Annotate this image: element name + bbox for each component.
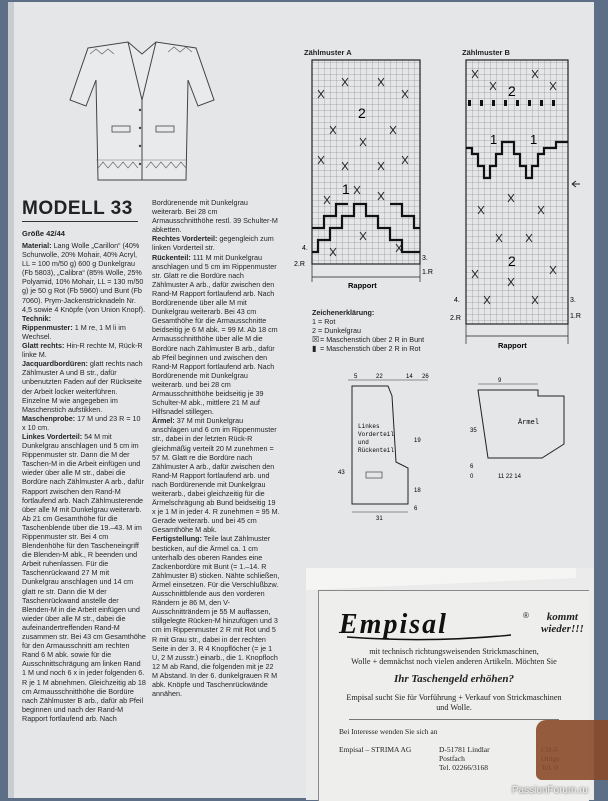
measure-35: 35: [470, 428, 477, 434]
paragraph-maschenprobe: Maschenprobe: 17 M und 23 R = 10 x 10 cm.: [22, 413, 141, 432]
ad-contact-intro: Bei Interesse wenden Sie sich an: [339, 727, 438, 736]
legend-item-4: ▮ = Maschenstich über 2 R in Rot: [312, 344, 421, 353]
chart-b-digit-2b: 2: [508, 253, 516, 269]
ad-top-stripe: [306, 568, 576, 590]
bar-square-icon: ▮: [312, 344, 317, 353]
chart-b-row-3: 3.: [570, 297, 576, 304]
empisal-logo: [339, 609, 519, 641]
chart-a-digit-2: 2: [358, 105, 366, 121]
chart-a-rapport-label: Rapport: [348, 281, 377, 290]
x-square-icon: ☒: [312, 335, 320, 344]
sleeve-schematic: [468, 376, 578, 486]
chart-a-row-2r: 2.R: [294, 261, 305, 268]
site-watermark: PassionForum.ru: [511, 785, 588, 796]
legend: [312, 308, 462, 353]
chart-b-digit-1b: 1: [530, 132, 538, 147]
chart-a-row-4: 4.: [302, 245, 308, 252]
chart-a-digit-1: 1: [342, 181, 350, 197]
paragraph-jacquard: Jacquardbordüren: glatt rechts nach Zählmuster A und B str., dafür unbenutzten Faden auf der Rückseite der Arbeit locker weiterführen. Einzelne M wie angegeben im Maschenstich aufstikken.: [22, 359, 143, 414]
chart-a-row-1r: 1.R: [422, 269, 433, 276]
chart-b-digit-1a: 1: [490, 132, 498, 147]
ad-headline: Ihr Taschengeld erhöhen?: [393, 673, 514, 685]
label-aermel: Ärmel: [518, 419, 540, 427]
measure-5: 5: [354, 374, 358, 380]
label-vorderteil: Vorderteil: [358, 431, 395, 438]
zaehlmuster-b-chart: [448, 56, 588, 356]
paragraph-rippen: Rippenmuster: 1 M re, 1 M li im Wechsel.: [22, 322, 126, 341]
legend-title: Zeichenerklärung:: [312, 308, 375, 317]
registered-mark: ®: [523, 611, 529, 620]
chart-b-digit-2: 2: [508, 83, 516, 99]
paragraph-continued: Bordürenende mit Dunkelgrau weiterarb. Bei 28 cm Armausschnitthöhe restl. 39 Schulter-M abketten.: [152, 198, 278, 235]
chart-b-row-4: 4.: [454, 297, 460, 304]
measure-0: 0: [470, 474, 474, 480]
label-rueckenteil: Rückenteil: [358, 447, 395, 454]
tape-decoration: [536, 720, 608, 780]
paragraph-aermel: Ärmel: 37 M mit Dunkelgrau anschlagen und 6 cm im Rippenmuster str., dabei in der letzten Rück-R gleichmäßig verteilt 20 M zunehmen = 57 M. Glatt re die Bordüre nach Zählmuster A arb., dafür zwischen den Rand-M Rapport fortlaufend arb. und nach Bordürenende mit Dunkelgrau weiterarb., dabei gleichzeitig für die Ärmelschrägung ab Bund beidseitig 19 x je 1 M in jeder 4. R zunehmen = 95 M. Gerade weiterarb. und bei 45 cm Gesamthöhe M abk.: [152, 416, 280, 535]
measure-18: 18: [414, 488, 421, 494]
measure-6-sleeve: 6: [470, 464, 474, 470]
chart-b-row-1r: 1.R: [570, 313, 581, 320]
magazine-page: [8, 2, 594, 798]
ad-company: Empisal – STRIMA AG: [339, 745, 412, 754]
ad-line-2: Wolle + demnächst noch vielen anderen Artikeln. Möchten Sie: [351, 657, 557, 666]
measure-sleeve-top: 9: [498, 378, 502, 384]
paragraph-technik: Technik:: [22, 313, 52, 323]
legend-item-3: ☒ = Maschenstich über 2 R in Bunt: [312, 335, 425, 344]
ad-phone: Tel. 02266/3168: [439, 763, 489, 772]
label-und: und: [358, 439, 369, 446]
chart-b-row-2r: 2.R: [450, 315, 461, 322]
chart-b-rapport-label: Rapport: [498, 341, 527, 350]
front-piece-schematic: [328, 372, 438, 522]
measure-bottom-row: 11 22 14: [498, 474, 521, 480]
paragraph-fertigstellung: Fertigstellung: Teile laut Zählmuster besticken, auf die Ärmel ca. 1 cm unterhalb des oberen Randes eine Zackenbordüre mit Bunt (= 1.–14. R Zählmuster B) sticken. Nähte schließen, Ärmel einsetzen. Für die Verschlußbzw. Ausschnittblende aus den vorderen Rändern je 86 M, den V-Ausschnitträndern je 55 M auffassen, stillgelegte Rücken-M hinzufügen und 3 cm im Rippenmuster 2 R mit Rot und 5 R mit Grau str., dabei in der rechten Seite in der 3. R 4 Knopflöcher (= je 1 U, 2 M zusstr.) einarb., die 1. Knopfloch 12 M ab Rand, die folgenden mit je 22 M Abstand. In der 6. dunkelgrauen R M abk. Knöpfe und Taschenrückwände annähen.: [152, 534, 280, 699]
measure-6: 6: [414, 506, 418, 512]
label-linkes-vorderteil: Linkes: [358, 423, 380, 430]
legend-item-2: 2 = Dunkelgrau: [312, 326, 361, 335]
zaehlmuster-a-chart: [294, 56, 435, 296]
paragraph-glatt: Glatt rechts: Hin-R rechte M, Rück-R linke M.: [22, 341, 143, 360]
chart-a-row-3: 3.: [422, 255, 428, 262]
model-title: MODELL 33: [22, 198, 133, 219]
title-divider: [22, 221, 138, 222]
instructions-column-1: [22, 241, 146, 723]
paragraph-rechtes-vorderteil: Rechtes Vorderteil: gegengleich zum linken Vorderteil str.: [152, 234, 274, 253]
ad-line-4: und Wolle.: [436, 703, 472, 712]
measure-31: 31: [376, 516, 383, 522]
instructions-column-2: [152, 198, 280, 698]
size-label: Größe 42/44: [22, 229, 65, 238]
chart-b-title: Zählmuster B: [462, 48, 510, 57]
paragraph-rueckenteil: Rückenteil: 111 M mit Dunkelgrau anschlagen und 5 cm im Rippenmuster str. Glatt re die Bordüre nach Zählmuster A arb., dafür zwischen den Rand-M Rapport fortlaufend arb. Nach Bordürenende über alle M mit Dunkelgrau weiterarb. Bei 43 cm Gesamthöhe für die Armausschnitte beidseitig je 6 M abk. = 99 M. Ab 18 cm Armausschnitthöhe über alle M die Bordüre nach Zählmuster B arb., dafür ab Pfeil beginnen und zwischen den Rand-M Rapport fortlaufend arb. Nach Bordürenende mit Dunkelgrau weiterarb. und bei 28 cm Armausschnitthöhe beidseitig je 39 Schulter-M abk., mittlere 21 M auf Hilfsnadel stillegen.: [152, 252, 278, 417]
ad-line-1: mit technisch richtungsweisenden Strickmaschinen,: [369, 647, 539, 656]
measure-22: 22: [376, 374, 383, 380]
chart-a-title: Zählmuster A: [304, 48, 352, 57]
ad-slogan: kommt wieder!!!: [541, 611, 584, 635]
svg-text:Empisal: Empisal: [339, 609, 448, 640]
paragraph-material: Material: Lang Wolle „Carillon“ (40% Schurwolle, 20% Mohair, 40% Acryl, LL = 100 m/50 g) 600 g Dunkelgrau (Fb 5803), „Calibra“ (85% Wolle, 25% Polyamid, 10% Mohair, LL = 130 m/50 g) je 50 g Rot (Fb 5960) und Bunt (Fb 7060). Prym-Jackenstricknadeln Nr. 4,5 sowie 4 Knöpfe (von Union Knopf).: [22, 241, 146, 314]
ad-divider: [349, 719, 559, 720]
ad-line-3: Empisal sucht Sie für Vorführung + Verkauf von Strickmaschinen: [346, 693, 562, 702]
measure-43: 43: [338, 470, 345, 476]
ad-address: D-51781 Lindlar: [439, 745, 490, 754]
measure-19: 19: [414, 438, 421, 444]
measure-26: 26: [422, 374, 429, 380]
legend-item-1: 1 = Rot: [312, 317, 336, 326]
ad-postfach: Postfach: [439, 754, 465, 763]
paragraph-linkes-vorderteil: Linkes Vorderteil: 54 M mit Dunkelgrau anschlagen und 5 cm im Rippenmuster str. Dann die M der Taschen-M in die Arbeit einfügen und wieder über alle M str., dabei die Bordüre nach Zählmuster A arb., dafür Rapport zwischen den Rand-M fortlaufend arb. Nach Zählmusterende über alle M mit Dunkelgrau weiterarb. Ab 21 cm Gesamthöhe für die Taschenblende über die 19.–43. M im Rippenmuster str. Bei 4 cm Blendenhöhe für den Tascheneingriff die Blenden-M abk., R beenden und Arbeit ruhenlassen. Für die Taschenrückwand 27 M mit Dunkelgrau anschlagen und 14 cm glatt re str. Dann die M der Taschenrückwand anstelle der Blenden-M in die Arbeit einfügen und wieder über alle M str., dabei die aufeinandertreffenden Rand-M zusammen str. Bei 43 cm Gesamthöhe für den Armausschnitt am rechten Rand 6 M abk. sowie für die Ausschnittschrägung am linken Rand 1 M und noch 6 x in jeder folgenden 6. R je 1 M abnehmen. Gleichzeitig ab 18 cm Armausschnitthöhe die Bordüre nach Zählmuster B arb., dafür ab Pfeil beginnen und nach der Rand-M Rapport fortlaufend arb. Nach: [22, 431, 146, 723]
arrow-icon: [572, 181, 580, 187]
measure-14: 14: [406, 374, 413, 380]
cardigan-sketch-illustration: [68, 40, 216, 185]
